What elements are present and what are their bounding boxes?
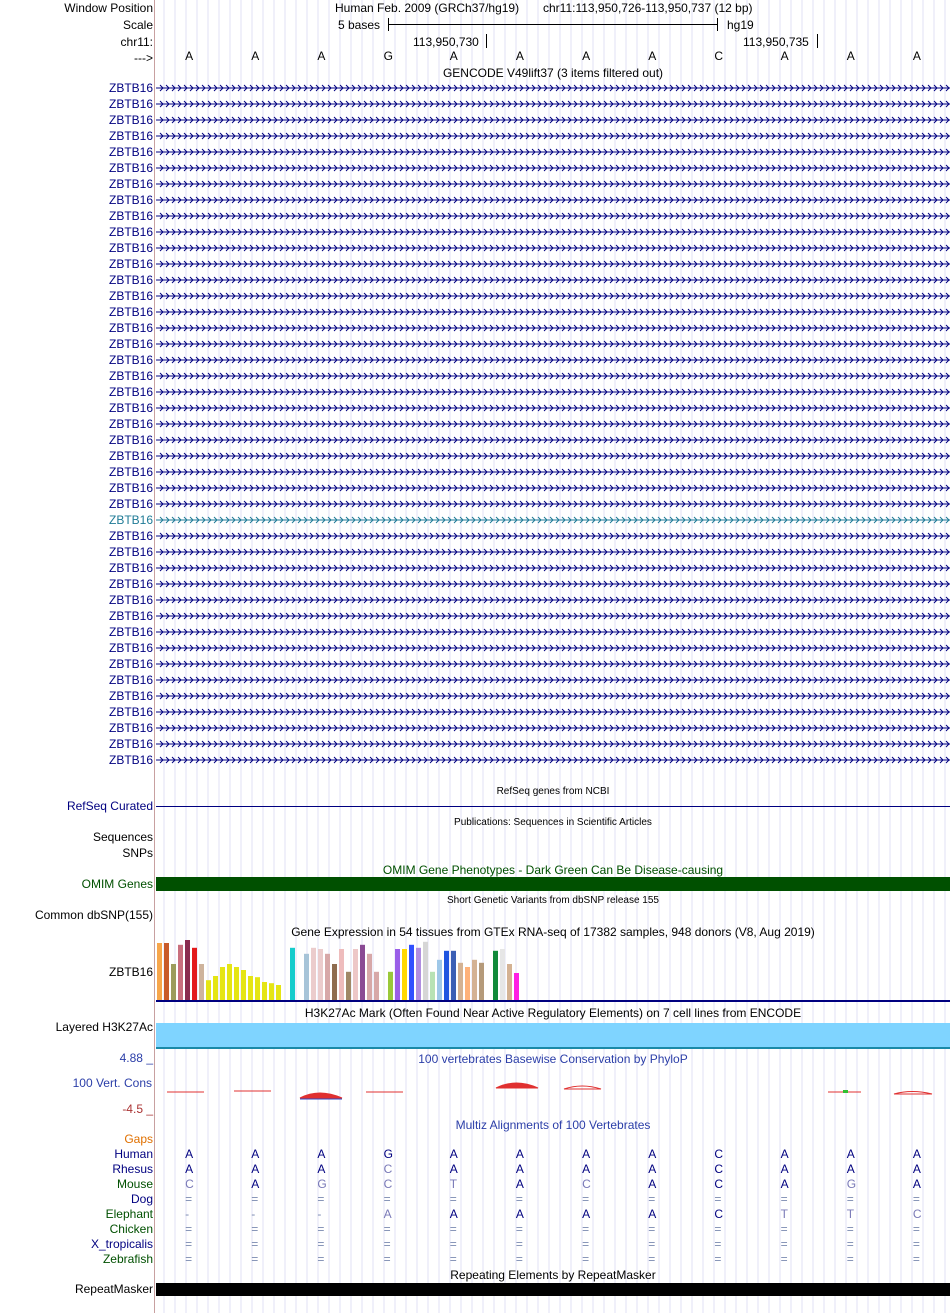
base-letter: A (582, 49, 591, 63)
multiz-species-label[interactable]: Mouse (116, 1177, 153, 1191)
multiz-base: A (846, 1162, 855, 1176)
gencode-transcript-label[interactable]: ZBTB16 (108, 241, 153, 255)
gencode-transcript-label[interactable]: ZBTB16 (108, 129, 153, 143)
multiz-base: = (846, 1192, 854, 1206)
gtex-tissue-bar[interactable] (451, 951, 456, 1000)
multiz-base: A (912, 1177, 921, 1191)
multiz-species-label[interactable]: Elephant (105, 1207, 153, 1221)
multiz-base: A (449, 1147, 458, 1161)
multiz-base: A (251, 1177, 260, 1191)
multiz-base: A (449, 1162, 458, 1176)
scale-bar (388, 24, 718, 25)
multiz-base: = (912, 1252, 920, 1266)
base-letter: A (515, 49, 524, 63)
gtex-tissue-bar[interactable] (290, 948, 295, 1000)
gtex-tissue-bar[interactable] (479, 963, 484, 1000)
gtex-tissue-bar[interactable] (248, 976, 253, 1000)
window-position-label: Window Position (64, 1, 153, 15)
gtex-tissue-bar[interactable] (178, 945, 183, 1000)
multiz-base: A (912, 1162, 921, 1176)
multiz-base: T (449, 1177, 458, 1191)
gencode-transcript-label[interactable]: ZBTB16 (108, 577, 153, 591)
position-text[interactable]: chr11:113,950,726-113,950,737 (12 bp) (543, 1, 753, 15)
gtex-tissue-bar[interactable] (360, 945, 365, 1000)
multiz-base: A (780, 1177, 789, 1191)
multiz-base: = (185, 1252, 193, 1266)
repeatmasker-label[interactable]: RepeatMasker (74, 1282, 153, 1296)
gtex-tissue-bar[interactable] (171, 964, 176, 1000)
multiz-base: = (714, 1237, 722, 1251)
gencode-transcript-label[interactable]: ZBTB16 (108, 545, 153, 559)
gencode-transcript-label[interactable]: ZBTB16 (108, 593, 153, 607)
multiz-species-label[interactable]: Dog (130, 1192, 153, 1206)
gencode-transcript-label[interactable]: ZBTB16 (108, 225, 153, 239)
multiz-base: A (648, 1177, 657, 1191)
refseq-gene-line[interactable] (156, 806, 950, 807)
multiz-base: A (912, 1147, 921, 1161)
gencode-transcript-label[interactable]: ZBTB16 (108, 529, 153, 543)
gtex-tissue-bar[interactable] (311, 948, 316, 1000)
multiz-base: = (515, 1237, 523, 1251)
ruler-tick-label: 113,950,735 (743, 35, 809, 49)
multiz-base: = (846, 1222, 854, 1236)
multiz-base: - (251, 1207, 256, 1221)
multiz-base: C (912, 1207, 922, 1221)
gencode-transcript-label[interactable]: ZBTB16 (108, 689, 153, 703)
refseq-label[interactable]: RefSeq Curated (66, 799, 153, 813)
gtex-tissue-bar[interactable] (185, 940, 190, 1000)
gencode-transcript-label[interactable]: ZBTB16 (108, 193, 153, 207)
gtex-tissue-bar[interactable] (346, 972, 351, 1000)
multiz-base: A (780, 1162, 789, 1176)
multiz-base: = (251, 1252, 259, 1266)
gtex-tissue-bar[interactable] (367, 954, 372, 1000)
multiz-base: = (582, 1222, 590, 1236)
multiz-base: T (780, 1207, 788, 1221)
gtex-tissue-bar[interactable] (262, 982, 267, 1000)
multiz-base: G (383, 1147, 393, 1161)
base-letter: G (383, 49, 393, 63)
gtex-tissue-bar[interactable] (339, 949, 344, 1000)
gtex-tissue-bar[interactable] (402, 949, 407, 1000)
gtex-tissue-bar[interactable] (227, 964, 232, 1000)
multiz-species-label[interactable]: Zebrafish (102, 1252, 153, 1266)
gencode-transcript-label[interactable]: ZBTB16 (108, 721, 153, 735)
gencode-transcript-label[interactable]: ZBTB16 (108, 401, 153, 415)
publications-sequences-label[interactable]: Sequences (92, 830, 153, 844)
gtex-gene-label[interactable]: ZBTB16 (108, 965, 153, 979)
gencode-transcript-label[interactable]: ZBTB16 (108, 737, 153, 751)
gencode-transcript-label[interactable]: ZBTB16 (108, 641, 153, 655)
gencode-transcript-label[interactable]: ZBTB16 (108, 337, 153, 351)
multiz-base: = (317, 1252, 325, 1266)
multiz-base: = (780, 1237, 788, 1251)
multiz-base: = (515, 1222, 523, 1236)
base-letter: A (846, 49, 855, 63)
multiz-base: G (317, 1177, 327, 1191)
multiz-species-label[interactable]: Chicken (109, 1222, 153, 1236)
multiz-base: = (383, 1192, 391, 1206)
ruler-tick-label: 113,950,730 (413, 35, 479, 49)
gencode-transcript-label[interactable]: ZBTB16 (108, 97, 153, 111)
gtex-bar-chart[interactable] (156, 939, 950, 1002)
gtex-tissue-bar[interactable] (430, 972, 435, 1000)
gtex-tissue-bar[interactable] (416, 948, 421, 1000)
gencode-transcript-label[interactable]: ZBTB16 (108, 81, 153, 95)
multiz-base: = (251, 1192, 259, 1206)
dbsnp-label[interactable]: Common dbSNP(155) (34, 908, 153, 922)
phylop-mark (843, 1090, 848, 1093)
gencode-transcript-label[interactable]: ZBTB16 (108, 753, 153, 767)
gtex-tissue-bar[interactable] (388, 972, 393, 1000)
multiz-base: = (251, 1237, 259, 1251)
gencode-transcript-label[interactable]: ZBTB16 (108, 289, 153, 303)
multiz-base: = (846, 1237, 854, 1251)
gtex-tissue-bar[interactable] (304, 954, 309, 1000)
gencode-transcript-label[interactable]: ZBTB16 (108, 113, 153, 127)
base-letter: C (714, 49, 724, 63)
gencode-transcript-label[interactable]: ZBTB16 (108, 385, 153, 399)
gencode-transcript-label[interactable]: ZBTB16 (108, 625, 153, 639)
scale-label: Scale (122, 18, 153, 32)
multiz-base: = (185, 1192, 193, 1206)
multiz-base: = (185, 1222, 193, 1236)
scale-bar-left-tick (388, 18, 389, 31)
gencode-transcript-label[interactable]: ZBTB16 (108, 513, 153, 527)
gtex-tissue-bar[interactable] (234, 967, 239, 1000)
multiz-base: A (648, 1147, 657, 1161)
multiz-base: = (185, 1237, 193, 1251)
multiz-base: A (185, 1147, 194, 1161)
phylop-max-label: 4.88 _ (119, 1051, 153, 1065)
multiz-base: = (714, 1192, 722, 1206)
multiz-base: = (780, 1252, 788, 1266)
multiz-base: T (846, 1207, 855, 1221)
multiz-base: C (714, 1207, 724, 1221)
h3k27ac-title[interactable]: H3K27Ac Mark (Often Found Near Active Regulatory Elements) on 7 cell lines from ENCODE (304, 1006, 802, 1020)
multiz-base: = (449, 1222, 457, 1236)
base-letter: A (648, 49, 657, 63)
phylop-min-label: -4.5 _ (122, 1102, 153, 1116)
gencode-transcript-label[interactable]: ZBTB16 (108, 369, 153, 383)
base-letter: A (317, 49, 326, 63)
multiz-base: = (383, 1222, 391, 1236)
multiz-gaps-label: Gaps (124, 1132, 153, 1146)
multiz-base: = (912, 1237, 920, 1251)
multiz-base: C (714, 1177, 724, 1191)
gtex-tissue-bar[interactable] (458, 963, 463, 1000)
gtex-tissue-bar[interactable] (269, 983, 274, 1000)
repeatmasker-bar[interactable] (156, 1283, 950, 1296)
gencode-transcript-label[interactable]: ZBTB16 (108, 609, 153, 623)
gencode-transcript-label[interactable]: ZBTB16 (108, 465, 153, 479)
gtex-tissue-bar[interactable] (241, 970, 246, 1000)
gtex-tissue-bar[interactable] (472, 960, 477, 1000)
multiz-title[interactable]: Multiz Alignments of 100 Vertebrates (455, 1118, 651, 1132)
multiz-base: C (714, 1147, 724, 1161)
gtex-tissue-bar[interactable] (332, 964, 337, 1000)
multiz-base: = (846, 1252, 854, 1266)
omim-label[interactable]: OMIM Genes (81, 877, 153, 891)
scale-text: 5 bases (338, 18, 381, 32)
gtex-tissue-bar[interactable] (507, 964, 512, 1000)
multiz-base: A (515, 1207, 524, 1221)
gtex-tissue-bar[interactable] (213, 976, 218, 1000)
scale-bar-right-tick (717, 18, 718, 31)
multiz-base: = (449, 1252, 457, 1266)
base-letter: A (912, 49, 921, 63)
multiz-base: A (383, 1207, 392, 1221)
gencode-transcript-label[interactable]: ZBTB16 (108, 481, 153, 495)
multiz-base: G (846, 1177, 857, 1191)
phylop-mark (496, 1083, 538, 1088)
gencode-transcript-label[interactable]: ZBTB16 (108, 257, 153, 271)
base-letter: A (449, 49, 458, 63)
multiz-base: - (185, 1207, 190, 1221)
publications-title[interactable]: Publications: Sequences in Scientific Articles (454, 817, 652, 828)
gencode-transcript-label[interactable]: ZBTB16 (108, 161, 153, 175)
multiz-base: A (515, 1162, 524, 1176)
gtex-tissue-bar[interactable] (325, 954, 330, 1000)
multiz-base: A (582, 1207, 591, 1221)
gencode-transcript-label[interactable]: ZBTB16 (108, 273, 153, 287)
multiz-base: C (714, 1162, 724, 1176)
multiz-base: = (383, 1252, 391, 1266)
gtex-tissue-bar[interactable] (514, 973, 519, 1000)
multiz-species-label[interactable]: X_tropicalis (90, 1237, 153, 1251)
gencode-transcript-label[interactable]: ZBTB16 (108, 561, 153, 575)
phylop-mark (894, 1092, 932, 1095)
phylop-label[interactable]: 100 Vert. Cons (72, 1076, 152, 1090)
multiz-base: = (648, 1252, 656, 1266)
multiz-base: = (780, 1192, 788, 1206)
multiz-base: = (912, 1222, 920, 1236)
phylop-track[interactable] (156, 1078, 950, 1104)
omim-title[interactable]: OMIM Gene Phenotypes - Dark Green Can Be Disease-causing (382, 863, 724, 877)
multiz-base: A (317, 1162, 326, 1176)
multiz-base: = (912, 1192, 920, 1206)
multiz-base: = (714, 1252, 722, 1266)
multiz-base: A (846, 1147, 855, 1161)
multiz-base: = (515, 1192, 523, 1206)
multiz-base: - (317, 1207, 322, 1221)
gtex-tissue-bar[interactable] (164, 943, 169, 1000)
phylop-mark (300, 1093, 342, 1098)
multiz-base: = (582, 1252, 590, 1266)
dbsnp-title[interactable]: Short Genetic Variants from dbSNP release 155 (447, 895, 659, 906)
gencode-transcript-label[interactable]: ZBTB16 (108, 673, 153, 687)
gtex-tissue-bar[interactable] (374, 972, 379, 1000)
multiz-base: = (648, 1237, 656, 1251)
multiz-base: = (449, 1192, 457, 1206)
base-letter: A (780, 49, 789, 63)
multiz-base: A (251, 1162, 260, 1176)
multiz-base: A (648, 1207, 657, 1221)
gtex-tissue-bar[interactable] (199, 964, 204, 1000)
repeatmasker-title[interactable]: Repeating Elements by RepeatMasker (450, 1268, 656, 1282)
multiz-base: A (251, 1147, 260, 1161)
gtex-tissue-bar[interactable] (465, 967, 470, 1000)
multiz-base: A (515, 1147, 524, 1161)
ruler-tick (817, 34, 818, 48)
multiz-base: = (714, 1222, 722, 1236)
multiz-base: = (317, 1237, 325, 1251)
multiz-base: C (185, 1177, 194, 1191)
ruler-tick (486, 34, 487, 48)
multiz-base: = (317, 1192, 325, 1206)
multiz-base: C (582, 1177, 591, 1191)
multiz-base: = (449, 1237, 457, 1251)
h3k27ac-signal[interactable] (156, 1023, 950, 1047)
gencode-transcript-label[interactable]: ZBTB16 (108, 177, 153, 191)
gtex-tissue-bar[interactable] (276, 985, 281, 1000)
gtex-tissue-bar[interactable] (157, 943, 162, 1000)
chrom-label: chr11: (120, 35, 153, 49)
gencode-transcript-label[interactable]: ZBTB16 (108, 657, 153, 671)
gencode-transcript-label[interactable]: ZBTB16 (108, 449, 153, 463)
gtex-title[interactable]: Gene Expression in 54 tissues from GTEx RNA-seq of 17382 samples, 948 donors (V8, Aug 2019) (291, 925, 815, 939)
assembly-text: Human Feb. 2009 (GRCh37/hg19) (335, 1, 520, 15)
multiz-base: A (648, 1162, 657, 1176)
base-letter: A (251, 49, 260, 63)
multiz-species-label[interactable]: Rhesus (112, 1162, 153, 1176)
base-letter: A (185, 49, 194, 63)
gtex-tissue-bar[interactable] (423, 942, 428, 1000)
gencode-transcript-label[interactable]: ZBTB16 (108, 353, 153, 367)
gtex-tissue-bar[interactable] (192, 948, 197, 1000)
gtex-tissue-bar[interactable] (395, 949, 400, 1000)
gencode-transcript-label[interactable]: ZBTB16 (108, 321, 153, 335)
phylop-mark (564, 1086, 601, 1089)
multiz-base: = (648, 1222, 656, 1236)
multiz-base: A (515, 1177, 524, 1191)
gencode-transcript-label[interactable]: ZBTB16 (108, 145, 153, 159)
gtex-tissue-bar[interactable] (206, 980, 211, 1000)
multiz-base: A (317, 1147, 326, 1161)
multiz-base: A (449, 1207, 458, 1221)
gtex-tissue-bar[interactable] (444, 951, 449, 1000)
multiz-base: = (251, 1222, 259, 1236)
gencode-transcript-label[interactable]: ZBTB16 (108, 497, 153, 511)
multiz-base: = (780, 1222, 788, 1236)
gencode-transcript-label[interactable]: ZBTB16 (108, 705, 153, 719)
db-text: hg19 (727, 18, 754, 32)
gtex-tissue-bar[interactable] (437, 960, 442, 1000)
publications-snps-label[interactable]: SNPs (122, 846, 153, 860)
h3k27ac-baseline (156, 1047, 950, 1049)
multiz-base: = (383, 1237, 391, 1251)
refseq-title[interactable]: RefSeq genes from NCBI (496, 786, 610, 797)
gtex-tissue-bar[interactable] (353, 949, 358, 1000)
gencode-transcript-label[interactable]: ZBTB16 (108, 209, 153, 223)
gencode-transcript-label[interactable]: ZBTB16 (108, 305, 153, 319)
gtex-tissue-bar[interactable] (318, 949, 323, 1000)
label-divider (154, 0, 155, 1313)
multiz-base: = (317, 1222, 325, 1236)
multiz-base: C (383, 1162, 393, 1176)
gtex-tissue-bar[interactable] (493, 951, 498, 1000)
multiz-species-label[interactable]: Human (114, 1147, 153, 1161)
gencode-transcript-label[interactable]: ZBTB16 (108, 433, 153, 447)
multiz-base: A (780, 1147, 789, 1161)
gencode-transcript-label[interactable]: ZBTB16 (108, 417, 153, 431)
gtex-tissue-bar[interactable] (500, 949, 505, 1000)
multiz-base: = (648, 1192, 656, 1206)
gtex-tissue-bar[interactable] (220, 967, 225, 1000)
strand-label: ---> (134, 51, 153, 65)
gencode-title[interactable]: GENCODE V49lift37 (3 items filtered out) (442, 66, 664, 80)
gencode-track[interactable] (156, 79, 950, 783)
multiz-base: = (582, 1237, 590, 1251)
multiz-base: A (582, 1162, 591, 1176)
phylop-title[interactable]: 100 vertebrates Basewise Conservation by PhyloP (418, 1052, 688, 1066)
multiz-base: A (582, 1147, 591, 1161)
omim-gene-bar[interactable] (156, 877, 950, 891)
gtex-tissue-bar[interactable] (409, 945, 414, 1000)
multiz-base: = (515, 1252, 523, 1266)
h3k27ac-label[interactable]: Layered H3K27Ac (55, 1020, 153, 1034)
multiz-base: = (582, 1192, 590, 1206)
multiz-base: A (185, 1162, 194, 1176)
gtex-tissue-bar[interactable] (255, 977, 260, 1000)
multiz-base: C (383, 1177, 393, 1191)
